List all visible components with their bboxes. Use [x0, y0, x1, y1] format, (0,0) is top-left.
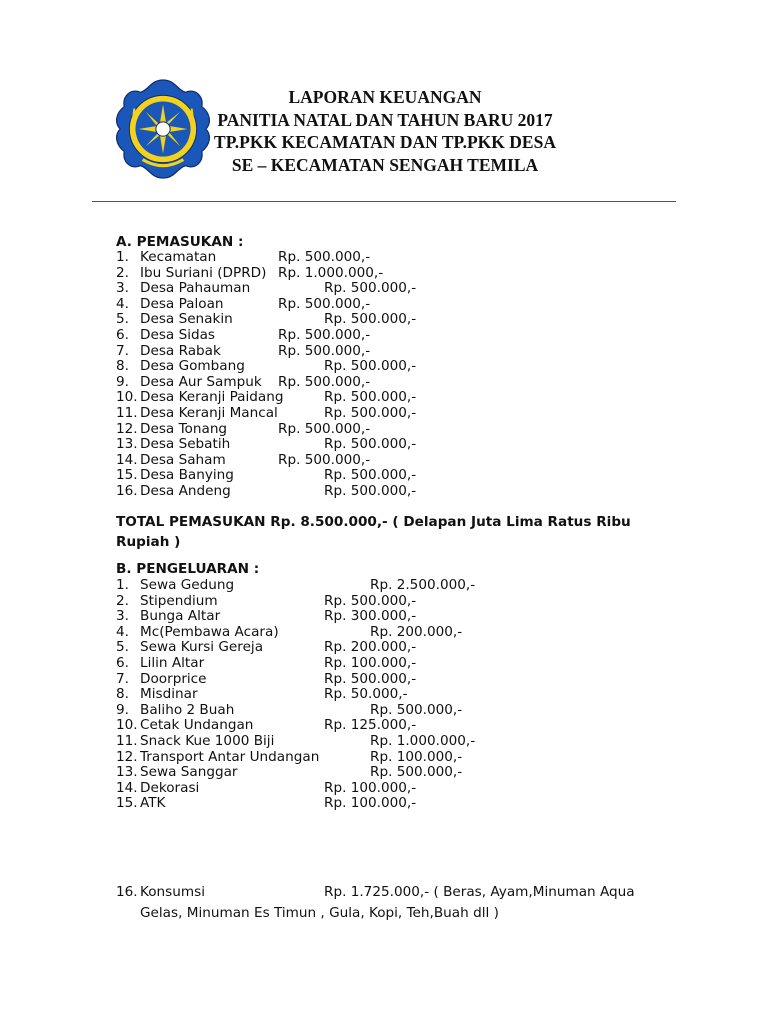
pemasukan-item-amount: Rp. 1.000.000,- — [278, 264, 384, 281]
pengeluaran-item-amount: Rp. 200.000,- — [324, 639, 417, 656]
pemasukan-item-name: Desa Paloan — [140, 295, 224, 312]
pemasukan-item-name: Desa Pahauman — [140, 280, 251, 297]
pengeluaran-item-amount: Rp. 50.000,- — [324, 686, 408, 703]
pemasukan-item-amount: Rp. 500.000,- — [324, 280, 417, 297]
pengeluaran-item-amount: Rp. 500.000,- — [370, 701, 463, 718]
pemasukan-item-name: Desa Saham — [140, 451, 226, 468]
pemasukan-item-amount: Rp. 500.000,- — [324, 467, 417, 484]
pemasukan-item-number: 16. — [116, 483, 138, 499]
pemasukan-item-amount: Rp. 500.000,- — [324, 436, 417, 453]
pengeluaran-item-name: Bunga Altar — [140, 608, 221, 625]
pengeluaran-item-amount: Rp. 500.000,- — [324, 592, 417, 609]
pemasukan-item-name: Kecamatan — [140, 249, 217, 265]
pemasukan-item-amount: Rp. 500.000,- — [324, 483, 417, 499]
pengeluaran-item-name: Cetak Undangan — [140, 717, 254, 734]
pemasukan-item-name: Desa Senakin — [140, 311, 233, 328]
pengeluaran-item-name: Misdinar — [140, 686, 198, 703]
pemasukan-item-amount: Rp. 500.000,- — [324, 358, 417, 375]
konsumsi-amount: Rp. 1.725.000,- ( Beras, Ayam,Minuman Aqua — [324, 884, 635, 900]
pengeluaran-item-amount: Rp. 2.500.000,- — [370, 577, 476, 593]
pengeluaran-item-number: 10. — [116, 717, 138, 734]
pemasukan-item-name: Desa Tonang — [140, 420, 228, 437]
pemasukan-title: A. PEMASUKAN : — [116, 234, 244, 250]
pengeluaran-item-number: 7. — [116, 670, 129, 687]
pemasukan-item-number: 11. — [116, 405, 138, 421]
pengeluaran-item-name: Snack Kue 1000 Biji — [140, 733, 275, 749]
pengeluaran-item-amount: Rp. 125.000,- — [324, 717, 417, 734]
pemasukan-item-number: 10. — [116, 389, 138, 406]
konsumsi-item — [116, 882, 676, 924]
pemasukan-item-number: 13. — [116, 436, 138, 453]
pemasukan-item-number: 12. — [116, 420, 138, 437]
pengeluaran-item-number: 4. — [116, 623, 129, 640]
pengeluaran-item-name: Baliho 2 Buah — [140, 701, 235, 718]
pengeluaran-item-name: Stipendium — [140, 592, 218, 609]
pengeluaran-item-number: 15. — [116, 795, 138, 812]
header-line-1: LAPORAN KEUANGAN — [288, 87, 482, 107]
pengeluaran-item-number: 14. — [116, 779, 138, 796]
pemasukan-item-number: 5. — [116, 311, 129, 328]
pengeluaran-item-name: Sewa Kursi Gereja — [140, 639, 264, 656]
pengeluaran-item-number: 11. — [116, 733, 138, 749]
pemasukan-item-name: Desa Keranji Paidang — [140, 389, 284, 406]
header-line-3: TP.PKK KECAMATAN DAN TP.PKK DESA — [214, 132, 556, 152]
pengeluaran-item-name: Mc(Pembawa Acara) — [140, 623, 279, 640]
pemasukan-item-name: Desa Sidas — [140, 327, 216, 343]
pemasukan-item-amount: Rp. 500.000,- — [324, 405, 417, 421]
total-pemasukan: TOTAL PEMASUKAN Rp. 8.500.000,- ( Delapan Juta Lima Ratus Ribu Rupiah ) — [116, 514, 631, 550]
pemasukan-item-name: Ibu Suriani (DPRD) — [140, 264, 267, 281]
pengeluaran-item-name: Sewa Sanggar — [140, 764, 238, 781]
pemasukan-item-name: Desa Rabak — [140, 342, 221, 359]
report-header — [200, 86, 570, 176]
pengeluaran-item-name: Sewa Gedung — [140, 577, 235, 593]
pemasukan-item-name: Desa Banying — [140, 467, 234, 484]
pemasukan-item-amount: Rp. 500.000,- — [278, 451, 371, 468]
pemasukan-item-name: Desa Sebatih — [140, 436, 231, 453]
pemasukan-item-amount: Rp. 500.000,- — [278, 295, 371, 312]
header-line-4: SE – KECAMATAN SENGAH TEMILA — [231, 154, 539, 175]
pengeluaran-item-amount: Rp. 300.000,- — [324, 608, 417, 625]
pengeluaran-item-amount: Rp. 100.000,- — [324, 779, 417, 796]
header-divider — [92, 201, 676, 202]
pengeluaran-item-name: ATK — [140, 795, 166, 812]
pemasukan-item-number: 15. — [116, 467, 138, 484]
pengeluaran-title: B. PENGELUARAN : — [116, 561, 260, 577]
pemasukan-item-number: 8. — [116, 358, 129, 375]
pkk-emblem-icon — [112, 78, 214, 180]
pemasukan-item-number: 14. — [116, 451, 138, 468]
pemasukan-item-name: Desa Andeng — [140, 483, 231, 499]
pemasukan-item-number: 7. — [116, 342, 129, 359]
konsumsi-continuation: Gelas, Minuman Es Timun , Gula, Kopi, Teh,Buah dll ) — [140, 905, 499, 921]
pengeluaran-item-amount: Rp. 500.000,- — [370, 764, 463, 781]
pemasukan-item-amount: Rp. 500.000,- — [278, 420, 371, 437]
pemasukan-item-number: 6. — [116, 327, 129, 343]
pemasukan-item-name: Desa Aur Sampuk — [140, 373, 262, 390]
pengeluaran-item-number: 5. — [116, 639, 129, 656]
pemasukan-item-number: 3. — [116, 280, 129, 297]
pengeluaran-item-number: 13. — [116, 764, 138, 781]
pengeluaran-item-name: Transport Antar Undangan — [140, 748, 320, 765]
pengeluaran-item-number: 12. — [116, 748, 138, 765]
pemasukan-item-name: Desa Gombang — [140, 358, 245, 375]
pemasukan-item-number: 1. — [116, 249, 129, 265]
pengeluaran-item-amount: Rp. 1.000.000,- — [370, 733, 476, 749]
pemasukan-item-amount: Rp. 500.000,- — [278, 327, 371, 343]
pengeluaran-item-amount: Rp. 100.000,- — [370, 748, 463, 765]
pengeluaran-item-number: 9. — [116, 701, 129, 718]
pemasukan-item-amount: Rp. 500.000,- — [278, 249, 371, 265]
pemasukan-item-amount: Rp. 500.000,- — [324, 311, 417, 328]
pengeluaran-item-number: 1. — [116, 577, 129, 593]
pengeluaran-item-name: Doorprice — [140, 670, 207, 687]
pengeluaran-item-name: Dekorasi — [140, 779, 200, 796]
konsumsi-name: Konsumsi — [140, 884, 205, 900]
konsumsi-number: 16. — [116, 884, 138, 900]
pengeluaran-item-amount: Rp. 100.000,- — [324, 655, 417, 671]
pemasukan-item-number: 4. — [116, 295, 129, 312]
pengeluaran-item-number: 8. — [116, 686, 129, 703]
pengeluaran-item-amount: Rp. 100.000,- — [324, 795, 417, 812]
pengeluaran-item-number: 6. — [116, 655, 129, 671]
pemasukan-item-number: 9. — [116, 373, 129, 390]
pemasukan-item-amount: Rp. 500.000,- — [278, 373, 371, 390]
pengeluaran-item-name: Lilin Altar — [140, 655, 205, 671]
pengeluaran-item-number: 2. — [116, 592, 129, 609]
pemasukan-item-number: 2. — [116, 264, 129, 281]
pemasukan-item-amount: Rp. 500.000,- — [324, 389, 417, 406]
pengeluaran-item-amount: Rp. 200.000,- — [370, 623, 463, 640]
pemasukan-item-amount: Rp. 500.000,- — [278, 342, 371, 359]
pemasukan-item-name: Desa Keranji Mancal — [140, 405, 278, 421]
pengeluaran-item-amount: Rp. 500.000,- — [324, 670, 417, 687]
pengeluaran-item-number: 3. — [116, 608, 129, 625]
header-line-2: PANITIA NATAL DAN TAHUN BARU 2017 — [217, 109, 553, 130]
